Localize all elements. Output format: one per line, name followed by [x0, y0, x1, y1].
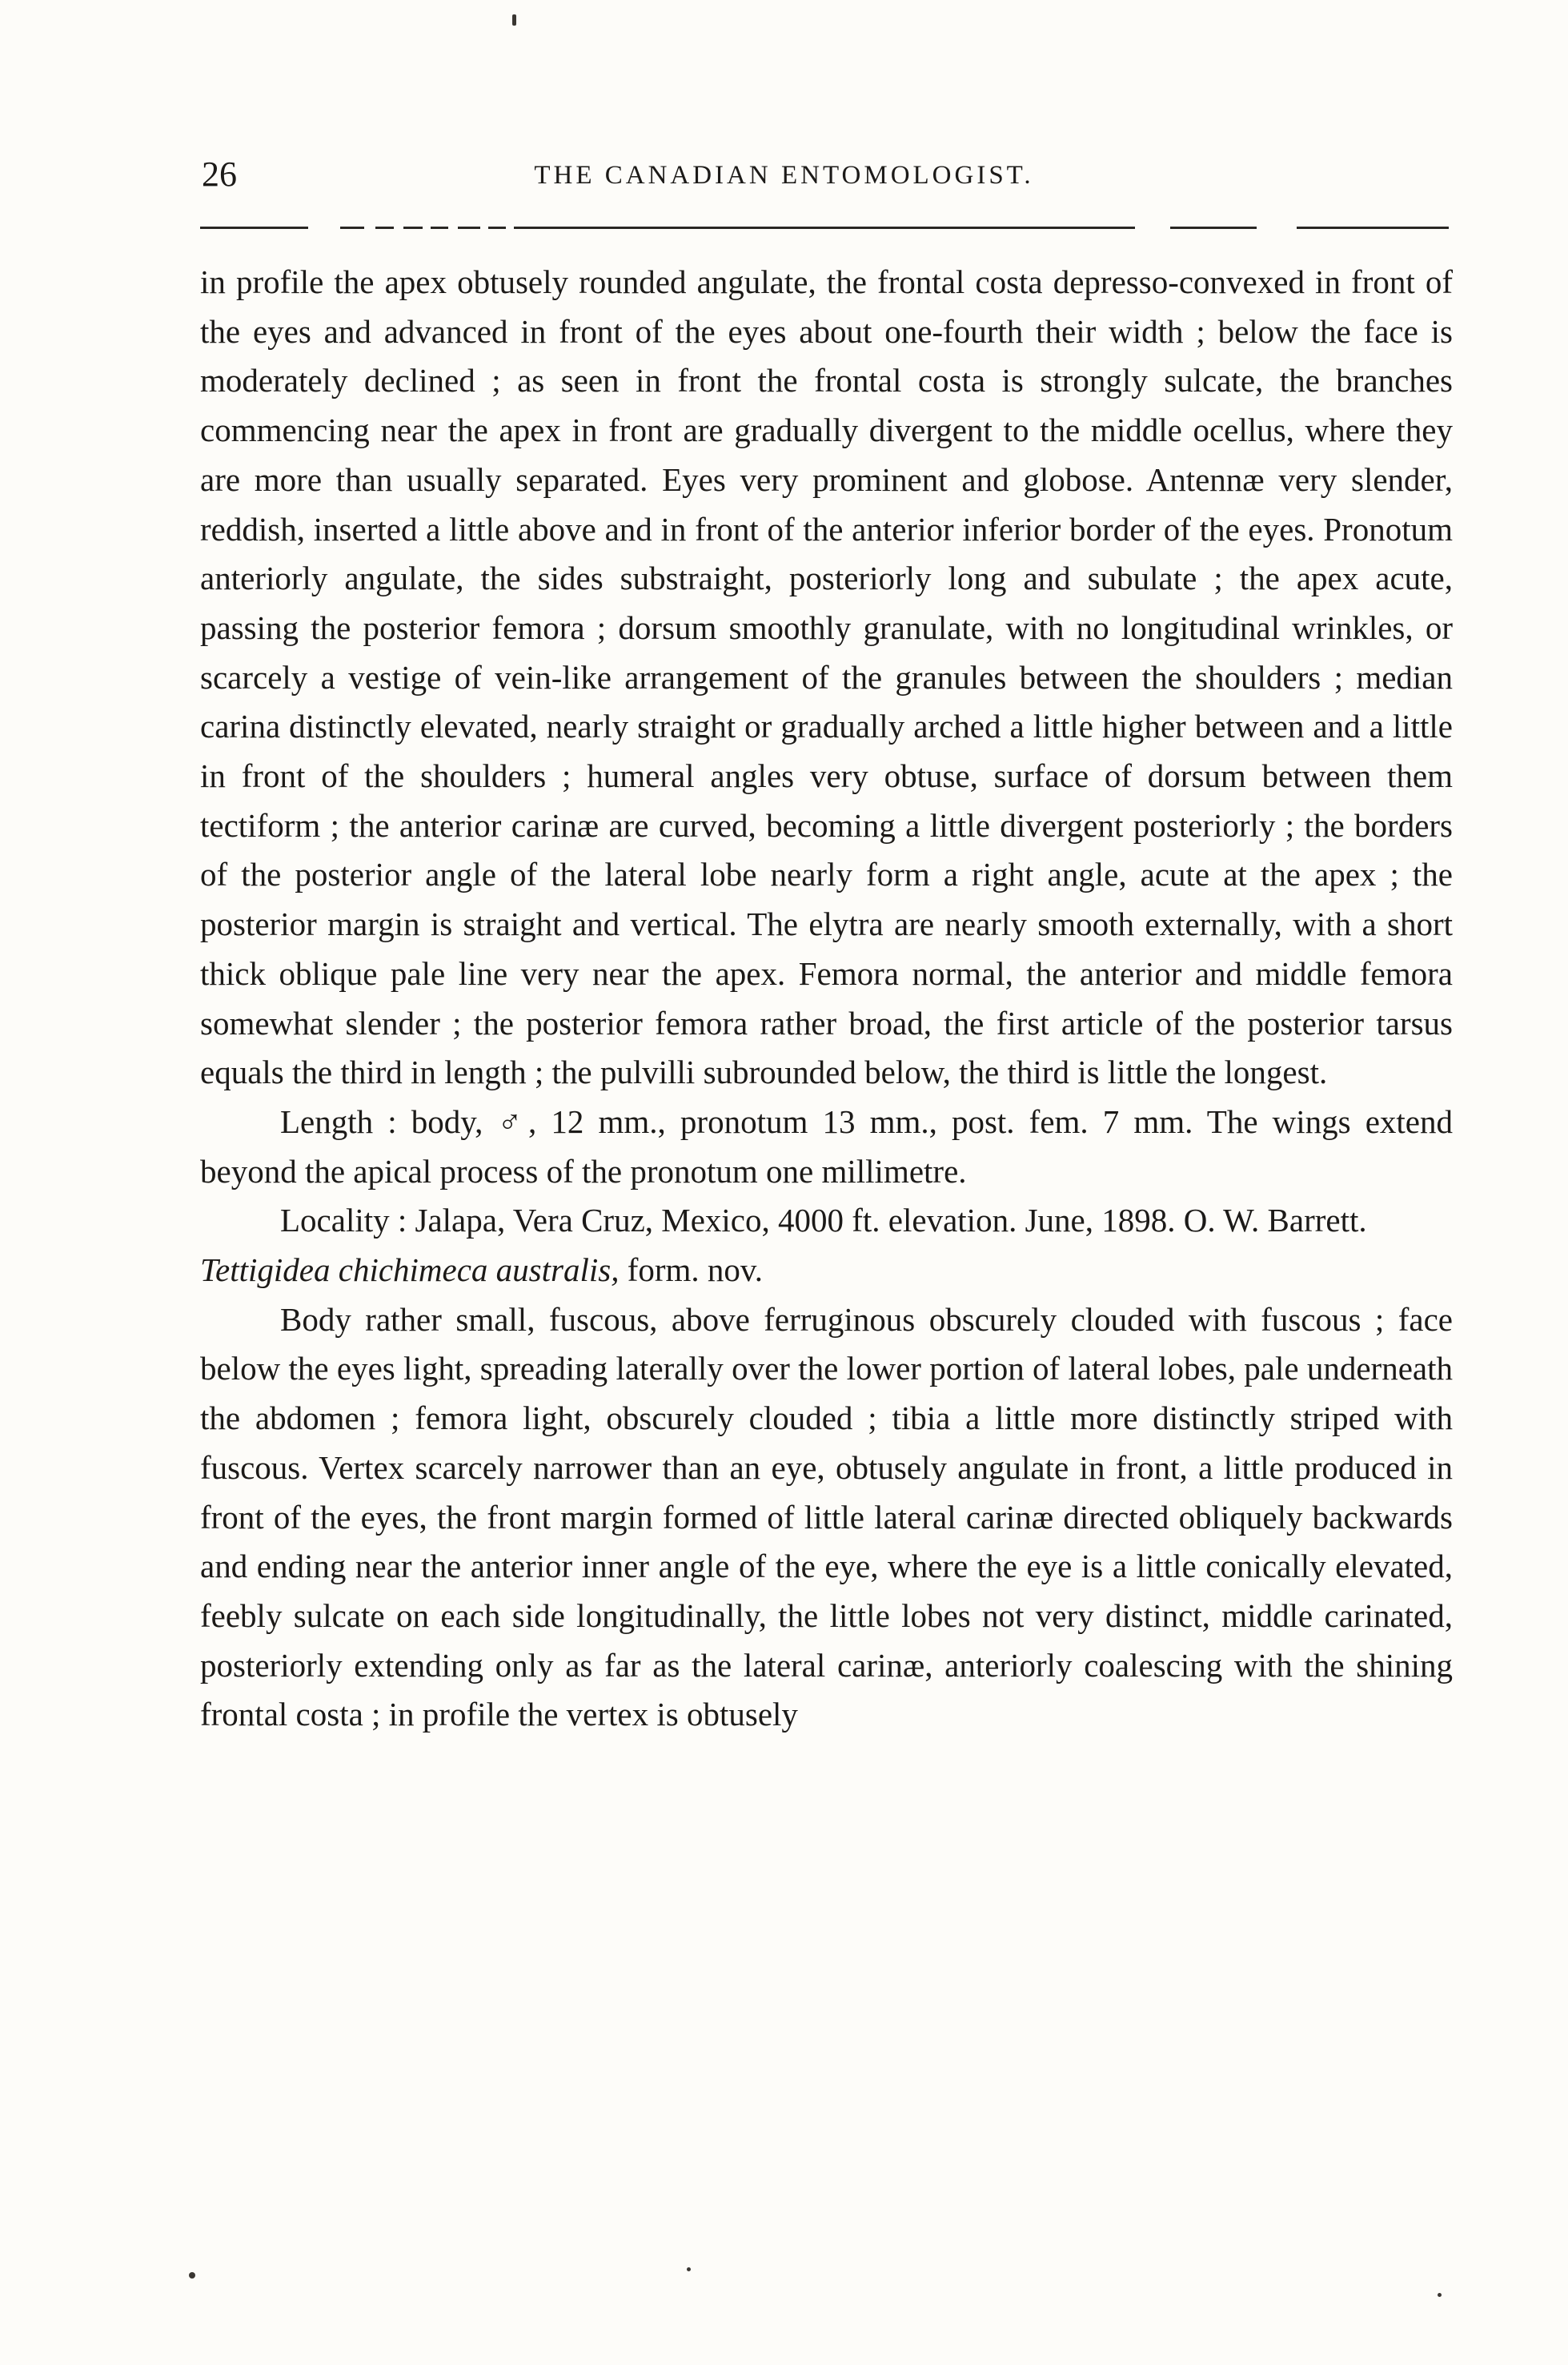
paragraph-length: Length : body, ♂, 12 mm., pronotum 13 mm., post. fem. 7 mm. The wings extend beyond the apical process of the pronotum one millimetre. — [200, 1102, 1453, 1190]
running-title: THE CANADIAN ENTOMOLOGIST. — [534, 161, 1034, 190]
rule-gap — [308, 224, 340, 231]
rule-gap — [1135, 224, 1170, 231]
article-body — [200, 258, 1453, 1740]
rule-gap — [394, 224, 403, 231]
rule-gap — [423, 224, 431, 231]
paragraph-locality: Locality : Jalapa, Vera Cruz, Mexico, 4000 ft. elevation. June, 1898. O. W. Barrett. — [280, 1202, 1367, 1239]
print-speck — [1438, 2293, 1442, 2297]
print-speck — [512, 14, 516, 26]
paragraph-description: Body rather small, fuscous, above ferruginous obscurely clouded with fuscous ; face below the eyes light, spreading laterally over the lower portion of lateral lobes, pale underneath the abdomen ; femora light, obscurely clouded ; tibia a little more distinctly striped with fuscous. Vertex scarcely narrower than an eye, obtusely angulate in front, a little produced in front of the eyes, the front margin formed of little lateral carinæ directed obliquely backwards and ending near the anterior inner angle of the eye, where the eye is a little conically elevated, feebly sulcate on each side longitudinally, the little lobes not very distinct, middle carinated, posteriorly extending only as far as the lateral carinæ, anteriorly coalescing with the shining frontal costa ; in profile the vertex is obtusely — [200, 1300, 1453, 1733]
page-number: 26 — [202, 155, 237, 194]
paragraph-description-continued: in profile the apex obtusely rounded angulate, the frontal costa depresso-convexed in front of the eyes and advanced in front of the eyes about one-fourth their width ; below the face is moderately declined ; as seen in front the frontal costa is strongly sulcate, the branches commencing near the apex in front are gradually divergent to the middle ocellus, where they are more than usually separated. Eyes very prominent and globose. Antennæ very slender, reddish, inserted a little above and in front of the anterior inferior border of the eyes. Pronotum anteriorly angulate, the sides substraight, posteriorly long and subulate ; the apex acute, passing the posterior femora ; dorsum smoothly granulate, with no longitudinal wrinkles, or scarcely a vestige of vein-like arrangement of the granules between the shoulders ; median carina distinctly elevated, nearly straight or gradually arched a little higher between and a little in front of the shoulders ; humeral angles very obtuse, surface of dorsum between them tectiform ; the anterior carinæ are curved, becoming a little divergent posteriorly ; the borders of the posterior angle of the lateral lobe nearly form a right angle, acute at the apex ; the posterior margin is straight and vertical. The elytra are nearly smooth externally, with a short thick oblique pale line very near the apex. Femora normal, the anterior and middle femora somewhat slender ; the posterior femora rather broad, the first article of the posterior tarsus equals the third in length ; the pulvilli subrounded below, the third is little the longest. — [200, 263, 1453, 1091]
species-heading — [200, 1246, 1453, 1295]
species-form: form. nov. — [619, 1251, 764, 1289]
rule-gap — [448, 224, 458, 231]
rule-gap — [1257, 224, 1297, 231]
rule-gap — [480, 224, 488, 231]
rule-gap — [364, 224, 375, 231]
print-speck — [189, 2272, 195, 2279]
print-speck — [687, 2267, 691, 2271]
species-name: Tettigidea chichimeca australis, — [200, 1251, 620, 1289]
rule-gap — [506, 224, 514, 231]
